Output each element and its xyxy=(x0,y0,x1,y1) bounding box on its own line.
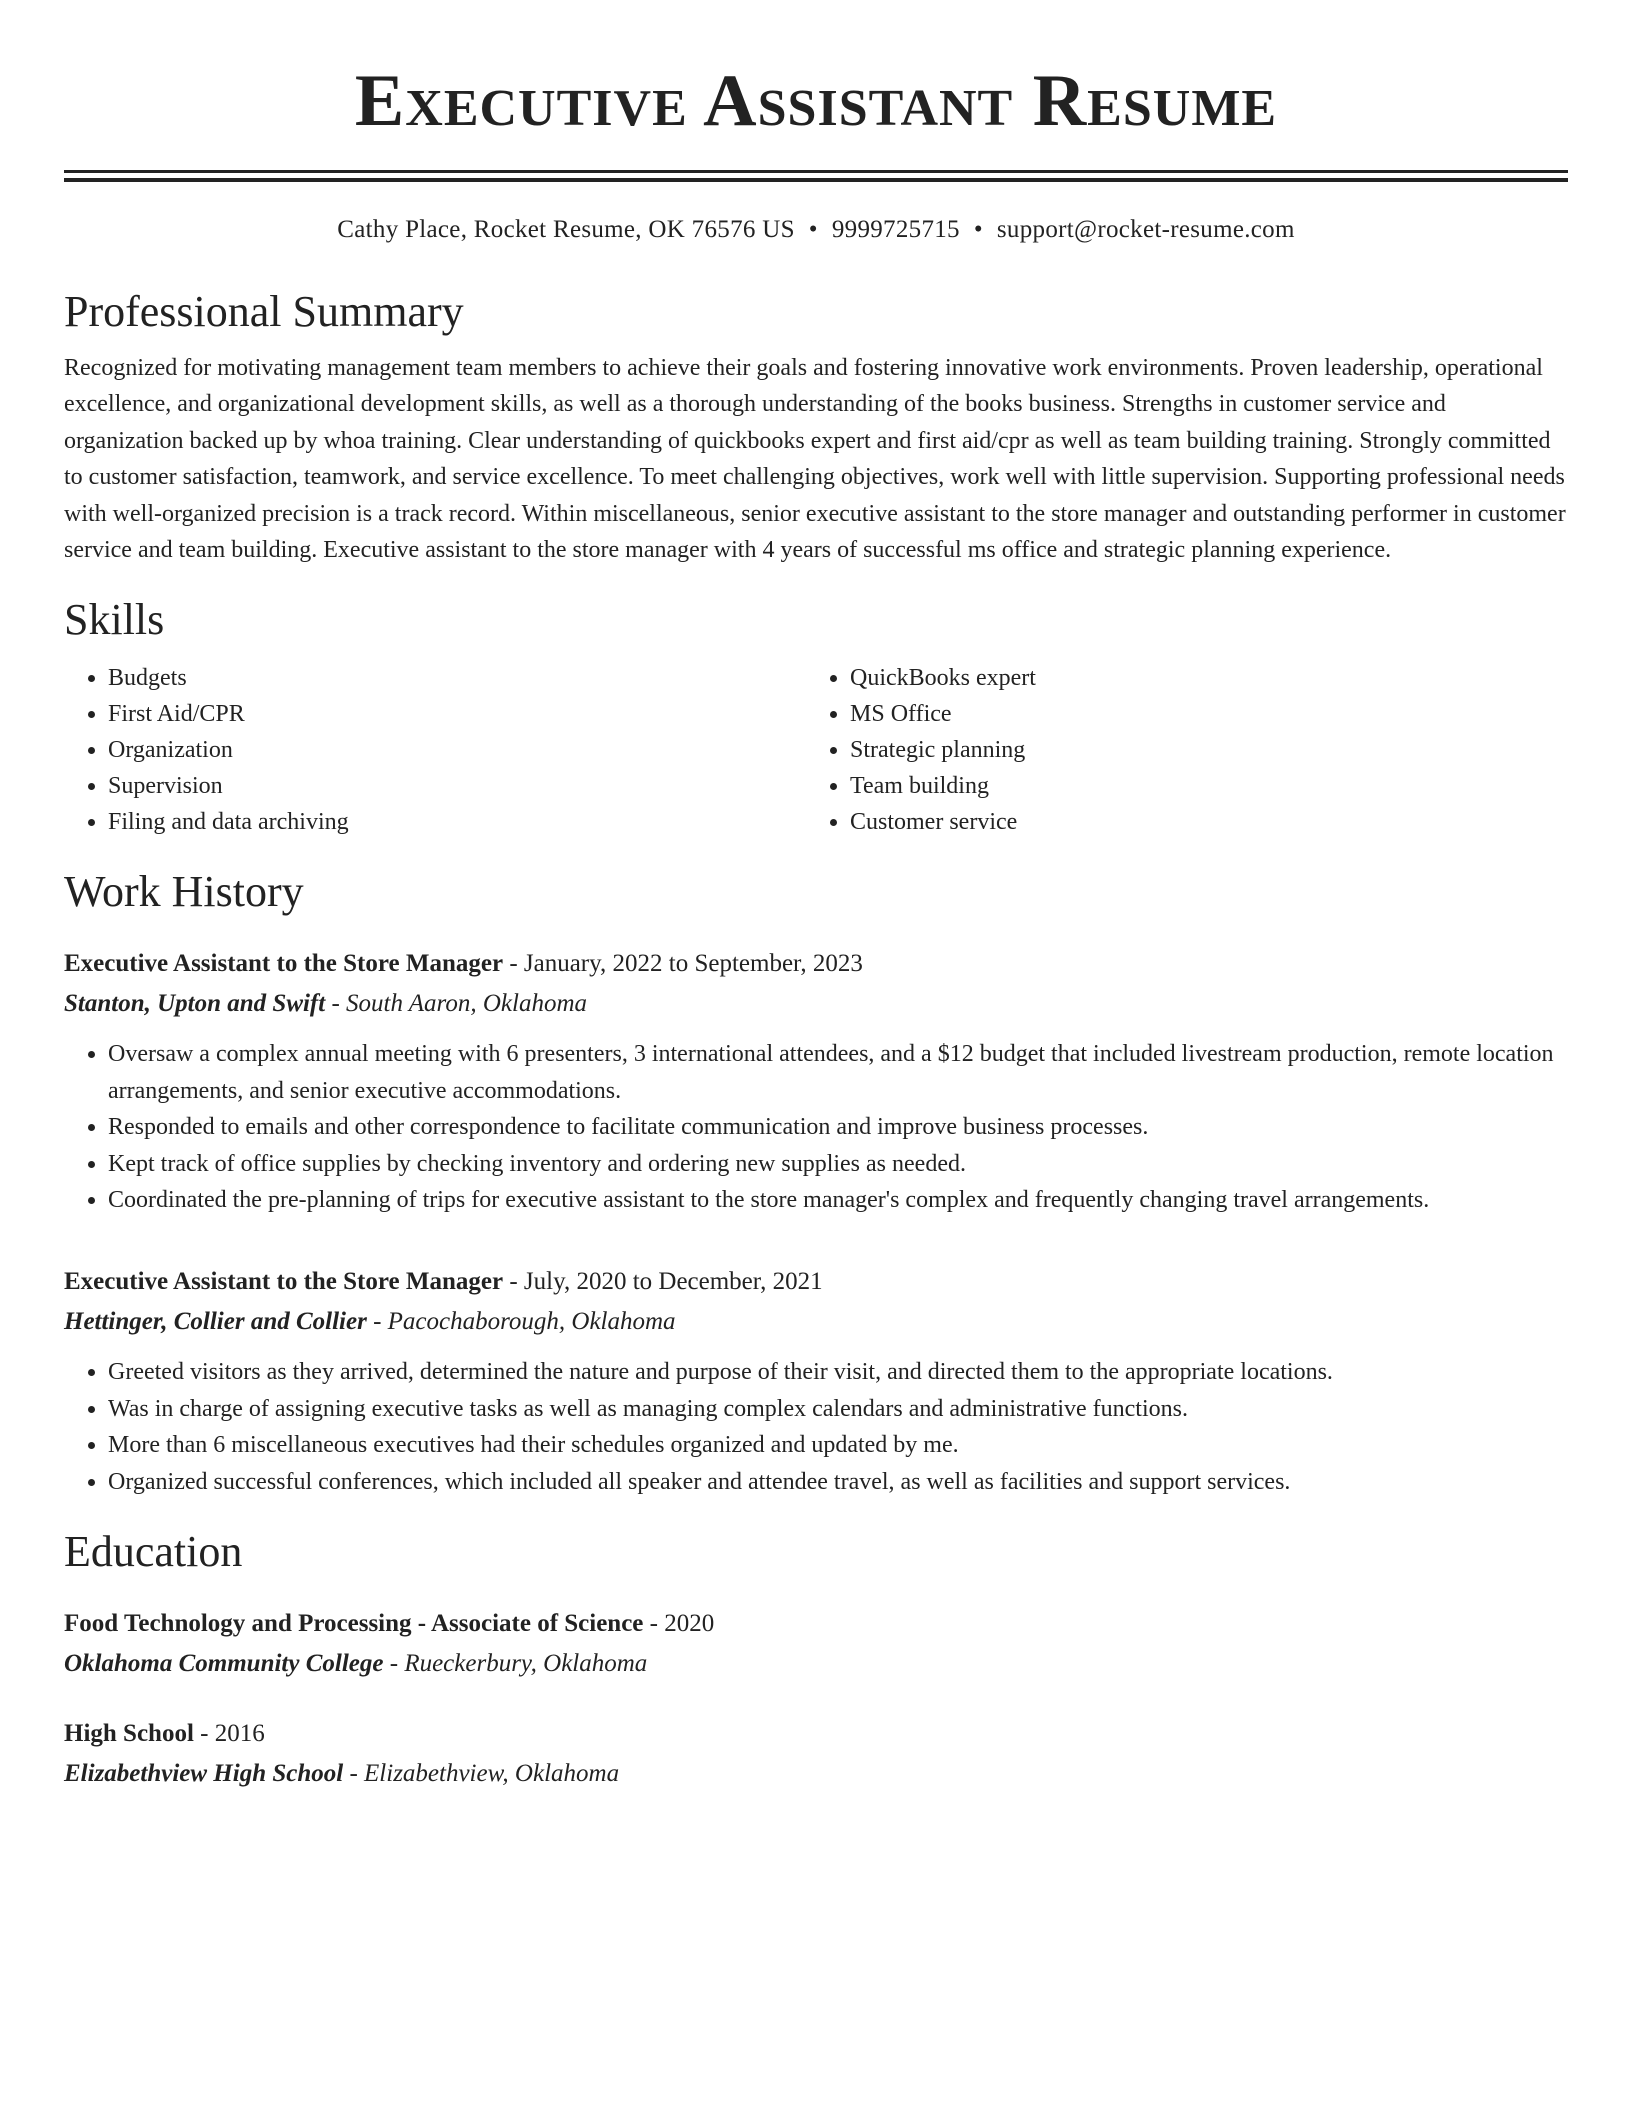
skill-item: • Customer service xyxy=(850,804,1548,840)
job-entry xyxy=(64,944,1568,1218)
skill-item: • MS Office xyxy=(850,696,1548,732)
job-location: Pacochaborough, Oklahoma xyxy=(387,1308,676,1336)
job-title-line: Executive Assistant to the Store Manager - July, 2020 to December, 2021 xyxy=(64,1268,823,1296)
job-title-line: Executive Assistant to the Store Manager - January, 2022 to September, 2023 xyxy=(64,950,863,978)
section-heading-education: Education xyxy=(64,1527,243,1577)
job-title: Executive Assistant to the Store Manager xyxy=(64,1268,504,1296)
section-heading-summary: Professional Summary xyxy=(64,287,464,336)
skill-item: • Filing and data archiving xyxy=(108,804,806,840)
skill-item: • Strategic planning xyxy=(850,732,1548,768)
education-degree: Food Technology and Processing - Associate of Science xyxy=(64,1610,644,1638)
contact-phone: 9999725715 xyxy=(831,216,960,243)
job-company-line: Stanton, Upton and Swift - South Aaron, Oklahoma xyxy=(64,990,588,1018)
job-bullet: • Organized successful conferences, which included all speaker and attendee travel, as well as facilities and support services. xyxy=(108,1464,1568,1500)
education-school-line: Elizabethview High School - Elizabethview, Oklahoma xyxy=(64,1760,620,1788)
skills-list xyxy=(64,660,1568,840)
skills-column-right xyxy=(806,660,1548,840)
summary-paragraph: Recognized for motivating management team members to achieve their goals and fostering innovative work environments. Proven leadership, operational excellence, and organizational development skills, as well as a thorough understanding of the books business. Strengths in customer service and organization backed up by whoa training. Clear understanding of quickbooks expert and first aid/cpr as well as team building training. Strongly committed to customer satisfaction, teamwork, and service excellence. To meet challenging objectives, work well with little supervision. Supporting professional needs with well-organized precision is a track record. Within miscellaneous, senior executive assistant to the store manager and outstanding performer in customer service and team building. Executive assistant to the store manager with 4 years of successful ms office and strategic planning experience. xyxy=(64,355,1566,564)
job-bullet: • Kept track of office supplies by checking inventory and ordering new supplies as needed. xyxy=(108,1146,1568,1182)
skill-item: • Budgets xyxy=(108,660,806,696)
education-location: Rueckerbury, Oklahoma xyxy=(404,1650,648,1678)
education-school-line: Oklahoma Community College - Rueckerbury, Oklahoma xyxy=(64,1650,648,1678)
skill-item: • Organization xyxy=(108,732,806,768)
education-location: Elizabethview, Oklahoma xyxy=(364,1760,620,1788)
title-divider xyxy=(64,170,1568,182)
job-bullet: • Oversaw a complex annual meeting with 6 presenters, 3 international attendees, and a $12 budget that included livestream production, remote location arrangements, and senior executive accommodations. xyxy=(108,1036,1568,1109)
skills-column-left xyxy=(64,660,806,840)
section-heading-work-history: Work History xyxy=(64,867,304,917)
education-year: 2016 xyxy=(214,1720,265,1748)
contact-separator: • xyxy=(808,216,818,243)
skill-item: • Supervision xyxy=(108,768,806,804)
education-school: Oklahoma Community College xyxy=(64,1650,384,1678)
contact-email: support@rocket-resume.com xyxy=(996,216,1295,243)
skill-item: • First Aid/CPR xyxy=(108,696,806,732)
education-school: Elizabethview High School xyxy=(64,1760,344,1788)
job-company: Hettinger, Collier and Collier xyxy=(64,1308,367,1336)
resume-title: Executive Assistant Resume xyxy=(354,60,1278,142)
job-company-line: Hettinger, Collier and Collier - Pacochaborough, Oklahoma xyxy=(64,1308,676,1336)
job-dates: July, 2020 to December, 2021 xyxy=(523,1268,823,1296)
job-title: Executive Assistant to the Store Manager xyxy=(64,950,504,978)
education-degree-line: High School - 2016 xyxy=(64,1720,265,1748)
contact-line xyxy=(64,214,1568,246)
job-bullets xyxy=(64,1354,1568,1500)
education-degree: High School xyxy=(64,1720,194,1748)
job-bullet: • Was in charge of assigning executive tasks as well as managing complex calendars and administrative functions. xyxy=(108,1391,1568,1427)
job-bullet: • Greeted visitors as they arrived, determined the nature and purpose of their visit, and directed them to the appropriate locations. xyxy=(108,1354,1568,1390)
skill-item: • QuickBooks expert xyxy=(850,660,1548,696)
contact-separator: • xyxy=(973,216,983,243)
skill-item: • Team building xyxy=(850,768,1548,804)
contact-address: Cathy Place, Rocket Resume, OK 76576 US xyxy=(337,216,795,243)
job-company: Stanton, Upton and Swift xyxy=(64,990,326,1018)
job-dates: January, 2022 to September, 2023 xyxy=(523,950,863,978)
job-entry xyxy=(64,1262,1568,1500)
job-bullets xyxy=(64,1036,1568,1218)
education-year: 2020 xyxy=(664,1610,715,1638)
job-location: South Aaron, Oklahoma xyxy=(346,990,588,1018)
section-heading-skills: Skills xyxy=(64,595,165,645)
education-entry xyxy=(64,1714,1568,1794)
education-entry xyxy=(64,1604,1568,1684)
job-bullet: • More than 6 miscellaneous executives had their schedules organized and updated by me. xyxy=(108,1427,1568,1463)
education-degree-line: Food Technology and Processing - Associate of Science - 2020 xyxy=(64,1610,715,1638)
job-bullet: • Responded to emails and other correspondence to facilitate communication and improve business processes. xyxy=(108,1109,1568,1145)
job-bullet: • Coordinated the pre-planning of trips for executive assistant to the store manager's complex and frequently changing travel arrangements. xyxy=(108,1182,1568,1218)
